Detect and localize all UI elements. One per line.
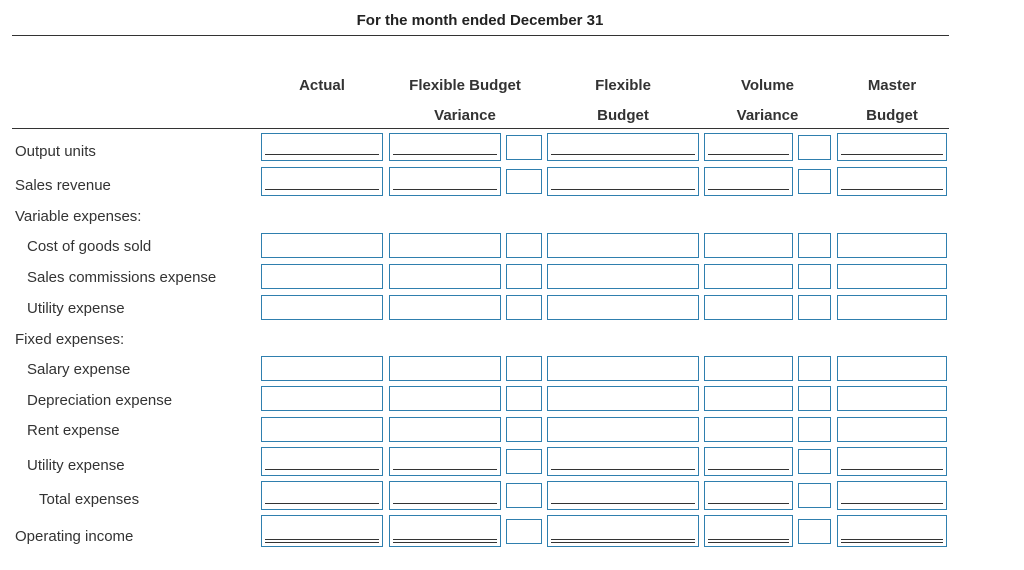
input-operating-income-vol-var[interactable]: [704, 515, 793, 547]
row-label-utility-variable: Utility expense: [27, 300, 125, 317]
input-utility-variable-flex-var-fav[interactable]: [506, 295, 542, 320]
input-sales-commissions-master[interactable]: [837, 264, 947, 289]
single-underline: [708, 154, 789, 155]
input-sales-revenue-vol-var-fav[interactable]: [798, 169, 831, 194]
input-operating-income-vol-var-fav[interactable]: [798, 519, 831, 544]
input-utility-variable-master[interactable]: [837, 295, 947, 320]
row-label-sales-commissions: Sales commissions expense: [27, 269, 217, 286]
input-cost-of-goods-sold-actual[interactable]: [261, 233, 383, 258]
input-output-units-master[interactable]: [837, 133, 947, 161]
input-utility-variable-vol-var[interactable]: [704, 295, 793, 320]
input-sales-commissions-flex-budget[interactable]: [547, 264, 699, 289]
input-utility-fixed-vol-var[interactable]: [704, 447, 793, 476]
input-utility-fixed-actual[interactable]: [261, 447, 383, 476]
input-operating-income-flex-var-fav[interactable]: [506, 519, 542, 544]
report-subtitle: For the month ended December 31: [356, 12, 604, 29]
input-salary-expense-flex-var-fav[interactable]: [506, 356, 542, 381]
row-label-output-units: Output units: [15, 143, 96, 160]
single-underline: [393, 154, 497, 155]
double-underline-bottom: [551, 542, 695, 543]
double-underline-bottom: [393, 542, 497, 543]
row-label-sales-revenue: Sales revenue: [15, 177, 111, 194]
col-header-flex-var-1: Flexible Budget: [409, 77, 521, 94]
input-salary-expense-flex-var[interactable]: [389, 356, 501, 381]
input-operating-income-actual[interactable]: [261, 515, 383, 547]
input-total-expenses-master[interactable]: [837, 481, 947, 510]
input-total-expenses-flex-var[interactable]: [389, 481, 501, 510]
title-divider: [12, 35, 949, 36]
input-cost-of-goods-sold-master[interactable]: [837, 233, 947, 258]
double-underline-top: [708, 539, 789, 540]
input-rent-expense-flex-var[interactable]: [389, 417, 501, 442]
input-sales-revenue-flex-budget[interactable]: [547, 167, 699, 196]
input-output-units-flex-budget[interactable]: [547, 133, 699, 161]
col-header-vol-var-1: Volume: [740, 77, 795, 94]
input-output-units-flex-var-fav[interactable]: [506, 135, 542, 160]
single-underline: [265, 154, 379, 155]
input-salary-expense-flex-budget[interactable]: [547, 356, 699, 381]
col-header-flex-var-2: Variance: [434, 107, 496, 124]
input-depreciation-vol-var[interactable]: [704, 386, 793, 411]
input-rent-expense-vol-var-fav[interactable]: [798, 417, 831, 442]
input-sales-revenue-vol-var[interactable]: [704, 167, 793, 196]
input-cost-of-goods-sold-vol-var[interactable]: [704, 233, 793, 258]
input-cost-of-goods-sold-flex-var-fav[interactable]: [506, 233, 542, 258]
input-total-expenses-actual[interactable]: [261, 481, 383, 510]
single-underline: [265, 469, 379, 470]
input-sales-revenue-flex-var-fav[interactable]: [506, 169, 542, 194]
single-underline: [708, 469, 789, 470]
input-output-units-vol-var[interactable]: [704, 133, 793, 161]
input-depreciation-vol-var-fav[interactable]: [798, 386, 831, 411]
input-output-units-vol-var-fav[interactable]: [798, 135, 831, 160]
double-underline-bottom: [265, 542, 379, 543]
col-header-actual: Actual: [299, 77, 345, 94]
single-underline: [265, 189, 379, 190]
row-label-depreciation: Depreciation expense: [27, 392, 173, 409]
input-utility-fixed-vol-var-fav[interactable]: [798, 449, 831, 474]
input-utility-fixed-flex-var-fav[interactable]: [506, 449, 542, 474]
input-total-expenses-flex-budget[interactable]: [547, 481, 699, 510]
input-depreciation-flex-var-fav[interactable]: [506, 386, 542, 411]
col-header-vol-var-2: Variance: [736, 107, 799, 124]
input-salary-expense-master[interactable]: [837, 356, 947, 381]
single-underline: [393, 503, 497, 504]
col-header-master-2: Budget: [866, 107, 918, 124]
row-label-rent-expense: Rent expense: [27, 422, 120, 439]
input-cost-of-goods-sold-flex-var[interactable]: [389, 233, 501, 258]
input-sales-commissions-flex-var-fav[interactable]: [506, 264, 542, 289]
single-underline: [708, 189, 789, 190]
col-header-flex-budget-2: Budget: [597, 107, 649, 124]
single-underline: [393, 189, 497, 190]
input-utility-fixed-master[interactable]: [837, 447, 947, 476]
single-underline: [551, 503, 695, 504]
single-underline: [841, 189, 943, 190]
input-sales-commissions-actual[interactable]: [261, 264, 383, 289]
input-utility-fixed-flex-budget[interactable]: [547, 447, 699, 476]
double-underline-bottom: [708, 542, 789, 543]
input-depreciation-actual[interactable]: [261, 386, 383, 411]
input-cost-of-goods-sold-flex-budget[interactable]: [547, 233, 699, 258]
row-label-fixed-expenses: Fixed expenses:: [15, 331, 125, 348]
row-label-total-expenses: Total expenses: [39, 491, 140, 508]
input-rent-expense-actual[interactable]: [261, 417, 383, 442]
input-sales-commissions-flex-var[interactable]: [389, 264, 501, 289]
input-salary-expense-vol-var-fav[interactable]: [798, 356, 831, 381]
input-operating-income-flex-var[interactable]: [389, 515, 501, 547]
single-underline: [551, 189, 695, 190]
single-underline: [393, 469, 497, 470]
single-underline: [265, 503, 379, 504]
col-header-flex-budget-1: Flexible: [595, 77, 651, 94]
input-salary-expense-vol-var[interactable]: [704, 356, 793, 381]
input-utility-variable-flex-var[interactable]: [389, 295, 501, 320]
input-sales-commissions-vol-var[interactable]: [704, 264, 793, 289]
input-rent-expense-vol-var[interactable]: [704, 417, 793, 442]
col-header-master-1: Master: [867, 77, 917, 94]
single-underline: [841, 154, 943, 155]
single-underline: [551, 154, 695, 155]
row-label-variable-expenses: Variable expenses:: [15, 208, 142, 225]
input-depreciation-master[interactable]: [837, 386, 947, 411]
double-underline-top: [265, 539, 379, 540]
input-sales-commissions-vol-var-fav[interactable]: [798, 264, 831, 289]
input-cost-of-goods-sold-vol-var-fav[interactable]: [798, 233, 831, 258]
input-salary-expense-actual[interactable]: [261, 356, 383, 381]
input-utility-variable-vol-var-fav[interactable]: [798, 295, 831, 320]
double-underline-top: [393, 539, 497, 540]
input-rent-expense-master[interactable]: [837, 417, 947, 442]
input-output-units-flex-var[interactable]: [389, 133, 501, 161]
single-underline: [841, 469, 943, 470]
single-underline: [841, 503, 943, 504]
double-underline-bottom: [841, 542, 943, 543]
single-underline: [551, 469, 695, 470]
input-depreciation-flex-budget[interactable]: [547, 386, 699, 411]
input-output-units-actual[interactable]: [261, 133, 383, 161]
input-utility-variable-actual[interactable]: [261, 295, 383, 320]
input-rent-expense-flex-budget[interactable]: [547, 417, 699, 442]
input-operating-income-flex-budget[interactable]: [547, 515, 699, 547]
row-label-salary-expense: Salary expense: [27, 361, 131, 378]
input-rent-expense-flex-var-fav[interactable]: [506, 417, 542, 442]
input-total-expenses-vol-var-fav[interactable]: [798, 483, 831, 508]
input-depreciation-flex-var[interactable]: [389, 386, 501, 411]
input-utility-variable-flex-budget[interactable]: [547, 295, 699, 320]
double-underline-top: [551, 539, 695, 540]
input-sales-revenue-actual[interactable]: [261, 167, 383, 196]
input-total-expenses-flex-var-fav[interactable]: [506, 483, 542, 508]
input-sales-revenue-master[interactable]: [837, 167, 947, 196]
row-label-utility-fixed: Utility expense: [27, 457, 125, 474]
header-divider: [12, 128, 949, 129]
input-sales-revenue-flex-var[interactable]: [389, 167, 501, 196]
row-label-cost-of-goods-sold: Cost of goods sold: [27, 238, 152, 255]
double-underline-top: [841, 539, 943, 540]
input-utility-fixed-flex-var[interactable]: [389, 447, 501, 476]
row-label-operating-income: Operating income: [15, 528, 134, 545]
single-underline: [708, 503, 789, 504]
input-operating-income-master[interactable]: [837, 515, 947, 547]
input-total-expenses-vol-var[interactable]: [704, 481, 793, 510]
